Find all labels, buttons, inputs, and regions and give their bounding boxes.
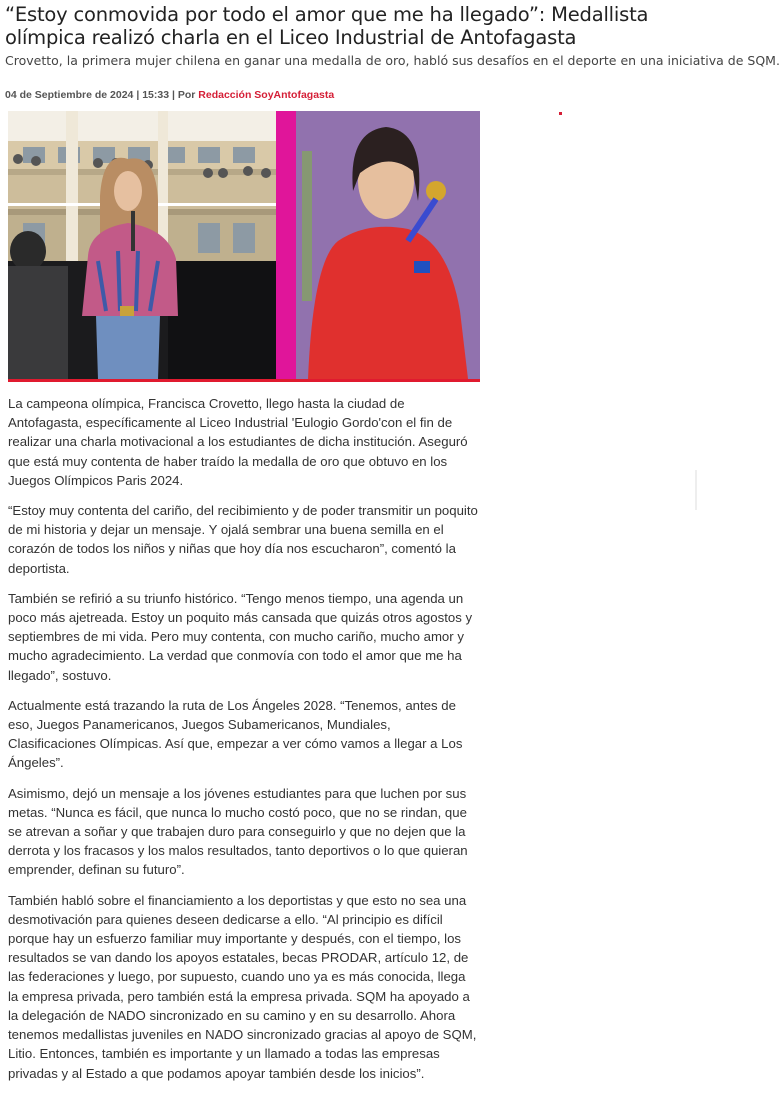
byline-prefix: Por (177, 89, 196, 101)
photo-illustration (8, 111, 480, 379)
article-headline: “Estoy conmovida por todo el amor que me ha llegado”: Medallista olímpica realizó charla en el Liceo Industrial de Antofagasta (5, 3, 649, 49)
body-paragraph: Actualmente está trazando la ruta de Los Ángeles 2028. “Tenemos, antes de eso, Juegos Panamericanos, Juegos Subamericanos, Mundiales, Clasificaciones Olímpicas. Así que, empezar a ver cómo vamos a llegar a Los Ángeles”. (8, 697, 463, 771)
body-paragraph: También se refirió a su triunfo histórico. “Tengo menos tiempo, una agenda un poco más ajetreada. Estoy un poquito más cansada que quizás otros agostos y septiembres de mi vida. Pero muy contenta, con mucho cariño, mucho amor y mucho agradecimiento. La verdad que conmovía con todo el amor que me ha llegado”, sostuvo. (8, 590, 473, 683)
article-meta (5, 89, 334, 101)
article-time: 15:33 (142, 89, 170, 101)
article-body (8, 394, 478, 1094)
decorative-dot (559, 112, 562, 115)
meta-separator: | (136, 89, 143, 101)
article-date: 04 de Septiembre de 2024 (5, 89, 134, 101)
body-paragraph: La campeona olímpica, Francisca Crovetto, llego hasta la ciudad de Antofagasta, específicamente al Liceo Industrial 'Eulogio Gordo'con el fin de realizar una charla motivacional a los estudiantes de dicha institución. Aseguró que está muy contenta de haber traído la medalla de oro que obtuvo en los Juegos Olímpicos Paris 2024. (8, 396, 468, 488)
body-paragraph: Asimismo, dejó un mensaje a los jóvenes estudiantes para que luchen por sus metas. “Nunca es fácil, que nunca lo mucho costó poco, que no se rindan, que se atrevan a soñar y que trabajen duro para conseguirlo y que no dejen que la derrota y los fracasos y los malos resultados, tanto deportivos o lo que quieran emprender, definan su futuro”. (8, 785, 468, 878)
body-paragraph: También habló sobre el financiamiento a los deportistas y que esto no sea una desmotivación para quienes deseen dedicarse a ello. “Al principio es difícil porque hay un esfuerzo familiar muy importante y después, con el tiempo, los resultados se van dando los apoyos estatales, becas PRODAR, artículo 12, de las federaciones y luego, por supuesto, cuando uno ya es más conocida, llega la empresa privada, pero también está la empresa privada. SQM ha apoyado a la delegación de NADO sincronizado en su camino y en su desarrollo. Ahora tenemos medallistas juveniles en NADO sincronizado gracias al apoyo de SQM, Litio. Entonces, también es importante y un llamado a todas las empresas privadas y al Estado a que podamos apoyar también desde los inicios”. (8, 892, 477, 1081)
page-edge-shadow (695, 470, 697, 510)
meta-separator: | (171, 89, 178, 101)
author-link[interactable]: Redacción SoyAntofagasta (198, 89, 335, 101)
body-paragraph: “Estoy muy contenta del cariño, del recibimiento y de poder transmitir un poquito de mi historia y dejar un mensaje. Y ojalá sembrar una buena semilla en el corazón de todos los niños y niñas que hoy día nos escucharon”, comentó la deportista. (8, 503, 478, 576)
article-subtitle: Crovetto, la primera mujer chilena en ganar una medalla de oro, habló sus desafíos en el deporte en una iniciativa de SQM. (5, 53, 780, 68)
article-photo (8, 111, 480, 382)
